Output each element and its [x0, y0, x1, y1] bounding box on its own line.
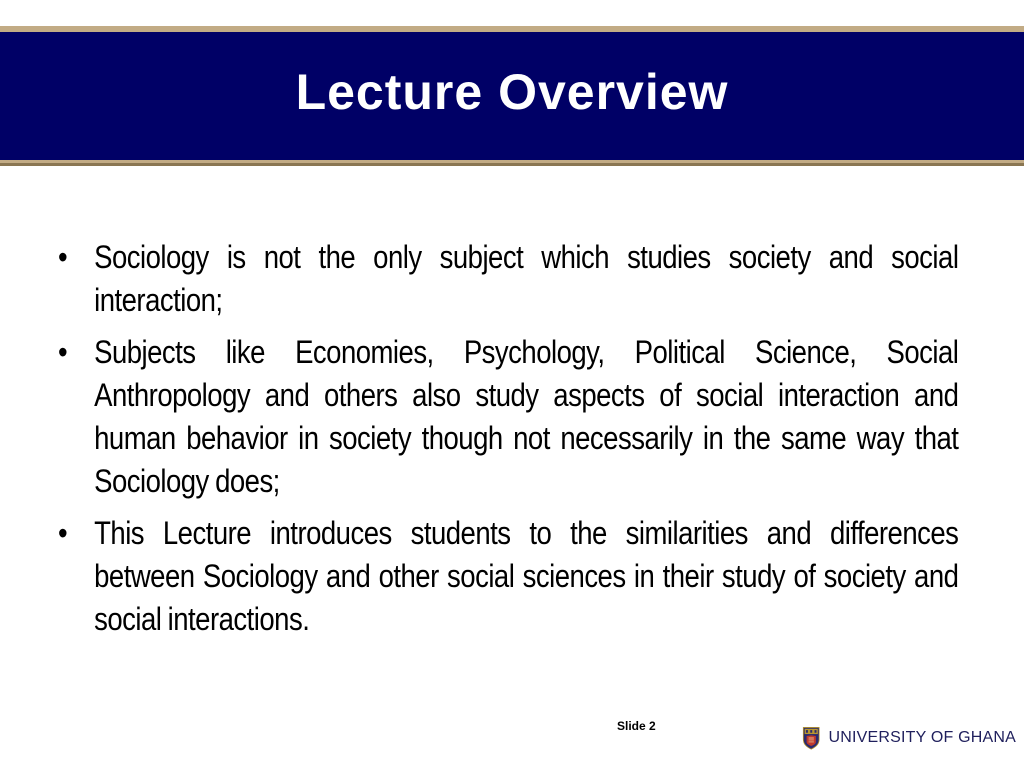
university-logo — [802, 718, 1016, 758]
bullet-item — [58, 512, 958, 641]
bullet-text: Sociology is not the only subject which studies society and social interaction; — [94, 239, 959, 318]
bullet-item — [58, 236, 958, 322]
slide-title: Lecture Overview — [295, 64, 729, 120]
bullet-text: This Lecture introduces students to the similarities and differences between Sociology and other social sciences in their study of society and social interactions. — [94, 515, 959, 637]
title-banner-border — [0, 26, 1024, 166]
bullet-text: Subjects like Economies, Psychology, Political Science, Social Anthropology and others also study aspects of social interaction and human behavior in society though not necessarily in the same way that Sociology does; — [94, 334, 959, 499]
university-crest-icon — [802, 720, 820, 756]
slide-number: Slide 2 — [617, 719, 656, 733]
university-name: UNIVERSITY OF GHANA — [828, 729, 1016, 746]
bullet-marker: • — [58, 334, 68, 370]
bullet-list — [58, 236, 962, 650]
bullet-marker: • — [58, 239, 68, 275]
title-banner — [0, 32, 1024, 160]
bullet-marker: • — [58, 515, 68, 551]
bullet-item — [58, 331, 958, 503]
